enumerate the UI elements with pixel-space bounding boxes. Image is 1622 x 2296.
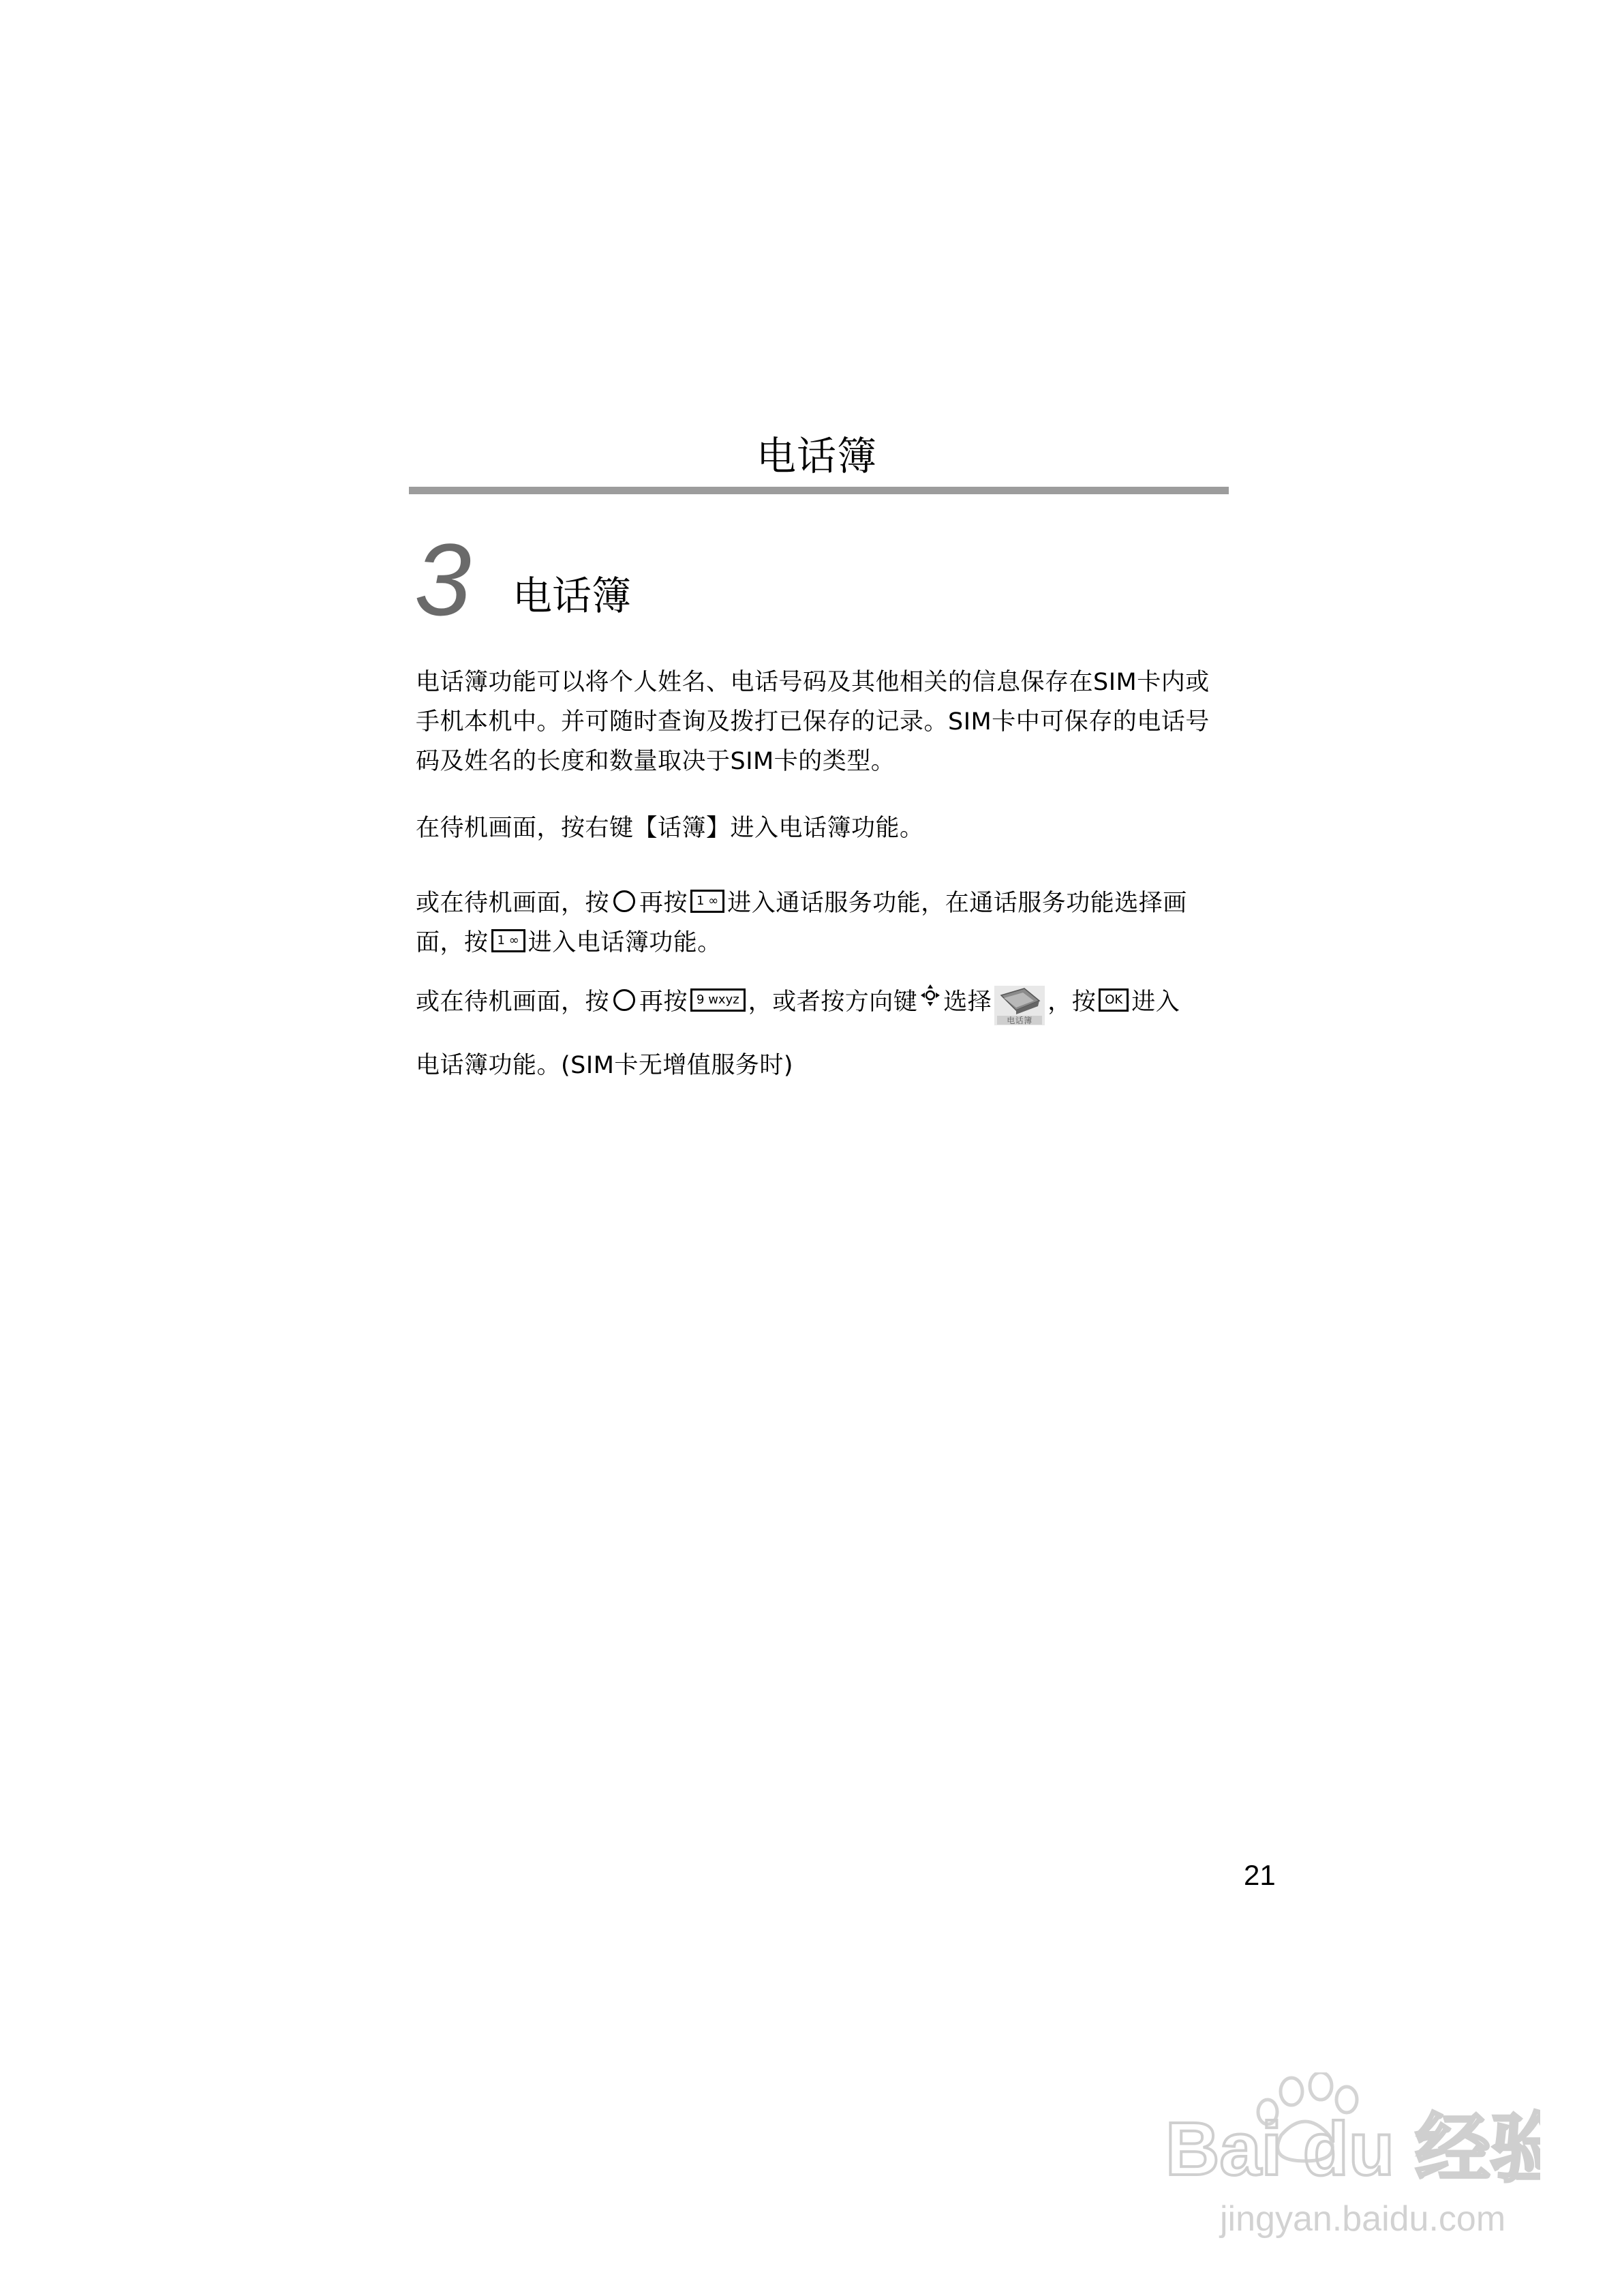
menu-select-line-2: 电话簿功能。(SIM卡无增值服务时) <box>416 1052 794 1079</box>
menu-select-line-1 <box>416 982 1234 1023</box>
right-key-paragraph: 在待机画面，按右键【话簿】进入电话簿功能。 <box>416 815 924 842</box>
intro-line-1: 电话簿功能可以将个人姓名、电话号码及其他相关的信息保存在SIM卡内或 <box>416 669 1210 696</box>
key-ok-icon: OK <box>1099 988 1129 1012</box>
key-1-icon: 1 ∞ <box>690 890 724 913</box>
text-fragment: 进入 <box>1131 988 1180 1016</box>
text-fragment: 再按 <box>639 890 688 917</box>
chapter-number: 3 <box>414 522 472 637</box>
intro-line-3: 码及姓名的长度和数量取决于SIM卡的类型。 <box>416 748 896 775</box>
chapter-title: 电话簿 <box>512 573 632 619</box>
key-9-icon: 9 wxyz <box>690 988 746 1012</box>
direction-key-icon <box>920 980 940 1021</box>
text-fragment: 或在待机画面，按 <box>416 890 610 917</box>
intro-paragraph <box>416 663 1234 781</box>
text-fragment: 或在待机画面，按 <box>416 988 610 1016</box>
baidu-jingyan-watermark <box>1159 2072 1540 2250</box>
page-number: 21 <box>1244 1859 1276 1891</box>
menu-select-paragraph <box>416 982 1234 1086</box>
phonebook-icon-label: 电话簿 <box>1007 1016 1032 1025</box>
text-fragment: ，或者按方向键 <box>748 988 918 1016</box>
circle-key-icon <box>613 890 635 912</box>
watermark-url: jingyan.baidu.com <box>1220 2199 1506 2239</box>
text-fragment: 进入通话服务功能，在通话服务功能选择画 <box>727 890 1187 917</box>
text-fragment: 再按 <box>639 988 688 1016</box>
text-fragment: 选择 <box>943 988 992 1016</box>
key-1-icon: 1 ∞ <box>491 929 525 952</box>
running-header-title: 电话簿 <box>756 433 878 479</box>
text-fragment: ，按 <box>1047 988 1097 1016</box>
call-service-paragraph <box>416 883 1234 963</box>
text-fragment: 进入电话簿功能。 <box>527 929 722 956</box>
circle-key-icon <box>613 989 635 1011</box>
intro-line-2: 手机本机中。并可随时查询及拨打已保存的记录。SIM卡中可保存的电话号 <box>416 708 1210 736</box>
watermark-brand: Bai du 经验 <box>1165 2107 1540 2191</box>
text-fragment: 面，按 <box>416 929 489 956</box>
call-service-line-1 <box>416 883 1234 923</box>
call-service-line-2 <box>416 923 1234 963</box>
header-divider <box>409 487 1229 494</box>
phonebook-menu-icon <box>994 986 1045 1025</box>
